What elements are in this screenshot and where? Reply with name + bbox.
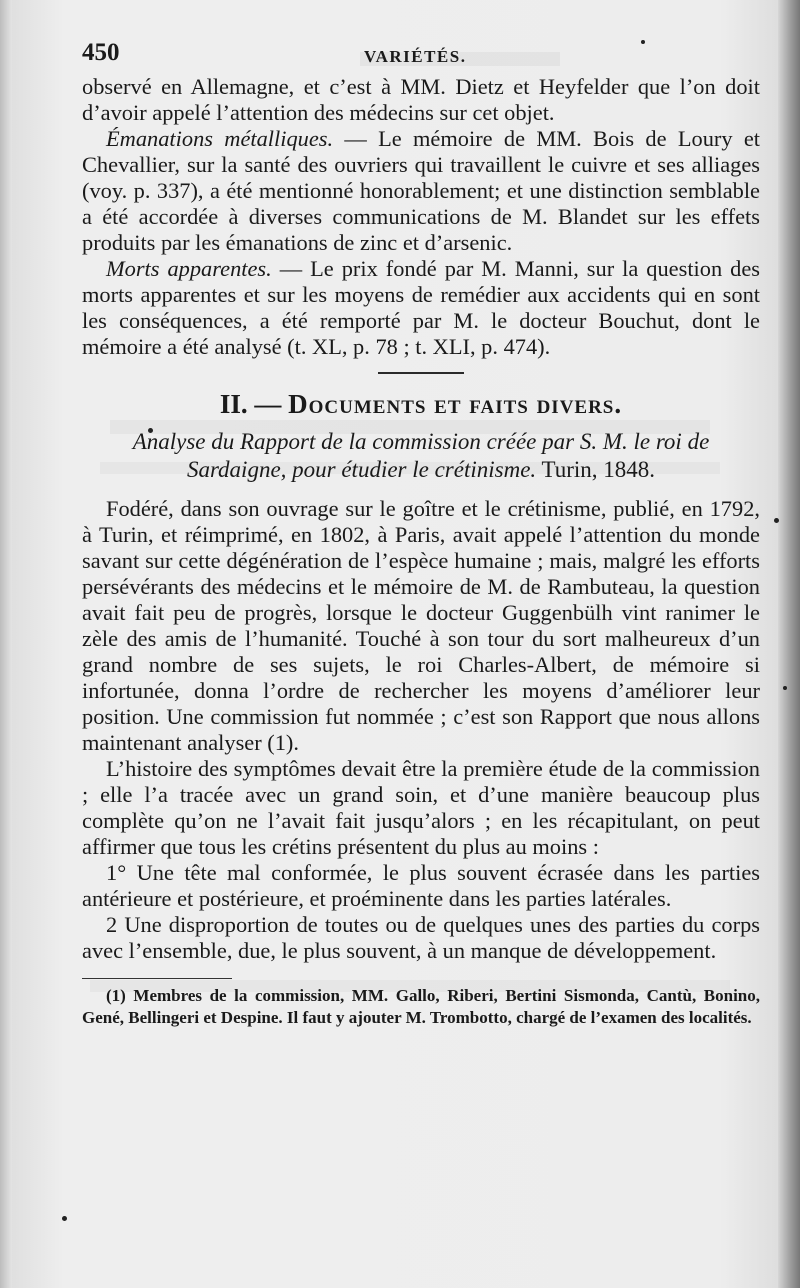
body-paragraph: Fodéré, dans son ouvrage sur le goître et le crétinisme, publié, en 1792, à Turin, et réimprimé, en 1802, à Paris, avait appelé l’attention du monde savant sur cette dégénération de l’espèce humaine ; mais, malgré les efforts persévérants des médecins et le mémoire de M. de Rambuteau, la question avait fait peu de progrès, lorsque le docteur Guggenbülh vint ranimer le zèle des amis de l’humanité. Touché à son tour du sort malheureux d’un grand nombre de ses sujets, le roi Charles-Albert, de mémoire si infortunée, donna l’ordre de rechercher les moyens d’améliorer leur position. Une commission fut nommée ; c’est son Rapport que nous allons maintenant analyser (1). <box>82 496 760 755</box>
section-title: Documents et faits divers. <box>288 389 623 419</box>
ink-speck <box>783 686 787 690</box>
footnote: (1) Membres de la commission, MM. Gallo, Riberi, Bertini Sismonda, Cantù, Bonino, Gené, Bellingeri et Despine. Il faut y ajouter M. Trombotto, chargé de l’examen des localités. <box>82 986 760 1027</box>
paragraph-continuation: observé en Allemagne, et c’est à MM. Dietz et Heyfelder que l’on doit d’avoir appelé l’attention des médecins sur cet objet. <box>82 74 760 125</box>
paragraph-lead: Morts apparentes. <box>106 256 272 281</box>
section-dash: — <box>254 389 282 419</box>
page-number: 450 <box>82 39 120 66</box>
paragraph-morts-apparentes <box>82 256 760 360</box>
paragraph-text: — Le mémoire de MM. Bois de Loury et Chevallier, sur la santé des ouvriers qui travaillent le cuivre et ses alliages (voy. p. 337), a été mentionné honorablement; et une distinction semblable a été accordée à diverses communications de M. Blandet sur les effets produits par les émanations de zinc et d’arsenic. <box>82 126 760 255</box>
paragraph-text: — Le prix fondé par M. Manni, sur la question des morts apparentes et sur les moyens de remédier aux accidents qui en sont les conséquences, a été remporté par M. le docteur Bouchut, dont le mémoire a été analysé (t. XL, p. 78 ; t. XLI, p. 474). <box>82 256 760 359</box>
page-right-edge-shadow <box>778 0 800 1288</box>
section-number: II. <box>219 389 248 419</box>
paragraph-emanations <box>82 126 760 256</box>
body-paragraph: 1° Une tête mal conformée, le plus souvent écrasée dans les parties antérieure et postérieure, et proéminente dans les parties latérales. <box>82 860 760 911</box>
running-head: VARIÉTÉS. <box>364 47 467 66</box>
article-title-italic: Analyse du Rapport de la commission créée par S. M. le roi de Sardaigne, pour étudier le crétinisme. <box>132 429 710 482</box>
page-header <box>82 38 760 74</box>
ink-speck <box>62 1216 67 1221</box>
article-title <box>82 428 760 484</box>
article-place-date: Turin, 1848. <box>536 457 656 482</box>
page-content <box>82 38 760 1029</box>
body-paragraph: 2 Une disproportion de toutes ou de quelques unes des parties du corps avec l’ensemble, due, le plus souvent, à un manque de développement. <box>82 912 760 963</box>
ink-speck <box>774 518 779 523</box>
section-divider <box>378 372 464 374</box>
body-paragraph: L’histoire des symptômes devait être la première étude de la commission ; elle l’a tracée avec un grand soin, et d’une manière beaucoup plus complète qu’on ne l’avait fait jusqu’alors ; en les récapitulant, on peut affirmer que tous les crétins présentent du plus au moins : <box>82 756 760 859</box>
paragraph-lead: Émanations métalliques. <box>106 126 334 151</box>
footnote-rule <box>82 978 232 979</box>
page-left-edge-shadow <box>0 0 12 1288</box>
section-heading <box>82 388 760 420</box>
